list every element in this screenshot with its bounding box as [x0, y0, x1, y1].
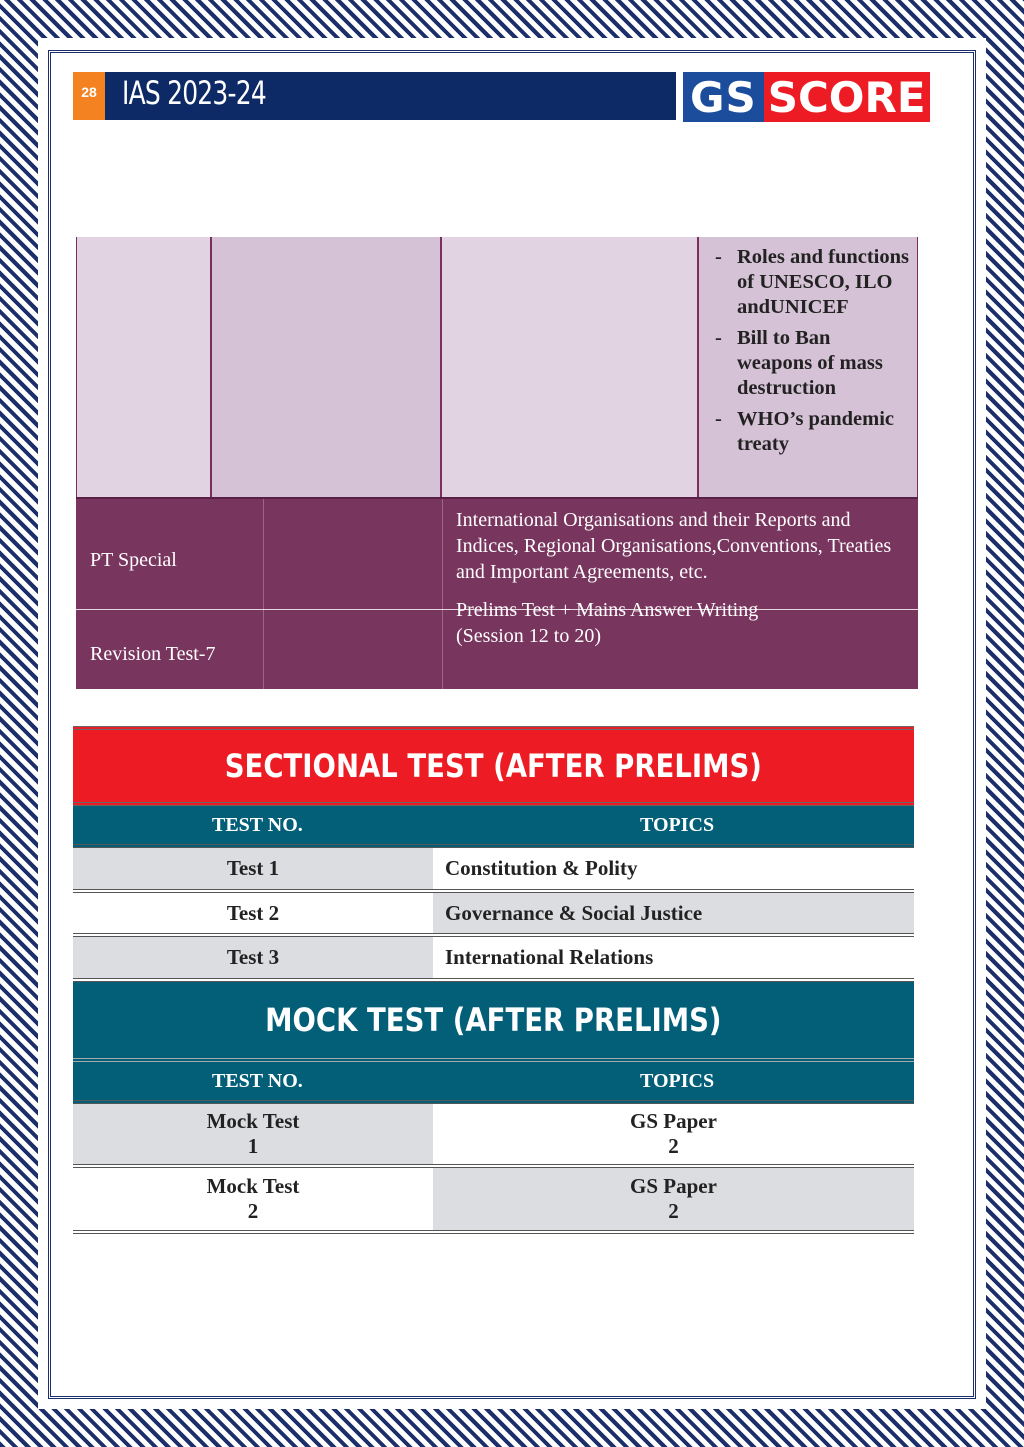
sectional-test-title: SECTIONAL TEST (AFTER PRELIMS): [73, 726, 914, 806]
topic-cell: Governance & Social Justice: [433, 893, 914, 933]
test-cell: Mock Test 1: [73, 1104, 433, 1164]
table-header: [73, 1062, 914, 1104]
table-cell: [442, 237, 699, 497]
topic-cell: GS Paper 2: [433, 1104, 914, 1164]
bullet-cell: [699, 237, 918, 497]
page-number: 28: [73, 72, 105, 120]
topic-text: International Organisations and their Reports and Indices, Regional Organisations,Conventions, Treaties and Important Agreements, etc.: [456, 509, 892, 583]
bullet-item: - WHO’s pandemic treaty: [715, 407, 909, 457]
bullet-text: Bill to Ban weapons of mass destruction: [737, 327, 883, 399]
table-cell: [76, 237, 212, 497]
column-header-topics: TOPICS: [640, 1070, 715, 1092]
table-row: [73, 937, 914, 982]
topic-cell: GS Paper 2: [433, 1168, 914, 1230]
column-header-topics: TOPICS: [640, 814, 715, 836]
test-cell: Test 2: [73, 893, 433, 933]
column-header-test-no: TEST NO.: [212, 1070, 303, 1092]
bullet-item: - Bill to Ban weapons of mass destruction: [715, 326, 909, 401]
table-row: [73, 1168, 914, 1234]
table-row: [76, 497, 918, 689]
bullet-text: Roles and functions of UNESCO, ILO andUNICEF: [737, 246, 910, 318]
divider: [263, 499, 264, 689]
header-title: IAS 2023-24: [122, 74, 266, 112]
table-row: [73, 893, 914, 937]
mock-test-title: MOCK TEST (AFTER PRELIMS): [73, 982, 914, 1062]
prelims-text: Prelims Test + Mains Answer Writing: [456, 599, 759, 621]
test-cell: Mock Test 2: [73, 1168, 433, 1230]
bullet-text: WHO’s pandemic treaty: [737, 408, 894, 455]
column-header-test-no: TEST NO.: [212, 814, 303, 836]
session-text: (Session 12 to 20): [456, 625, 601, 647]
table-row: [76, 237, 918, 497]
table-row: [73, 848, 914, 893]
divider: [442, 499, 443, 689]
topic-cell: Constitution & Polity: [433, 848, 914, 889]
test-cell: Test 3: [73, 937, 433, 978]
pt-special-label: PT Special: [90, 549, 177, 571]
table-row: [73, 1104, 914, 1168]
schedule-table: [76, 237, 918, 689]
test-cell: Test 1: [73, 848, 433, 889]
revision-test-label: Revision Test-7: [90, 643, 216, 665]
table-cell: [212, 237, 442, 497]
table-header: [73, 806, 914, 848]
gs-score-logo: [683, 72, 926, 122]
page: [38, 38, 986, 1409]
topic-cell: International Relations: [433, 937, 914, 978]
logo-score: SCORE: [764, 72, 930, 122]
bullet-item: - Roles and functions of UNESCO, ILO andUNICEF: [715, 246, 910, 318]
logo-gs: GS: [683, 72, 764, 122]
